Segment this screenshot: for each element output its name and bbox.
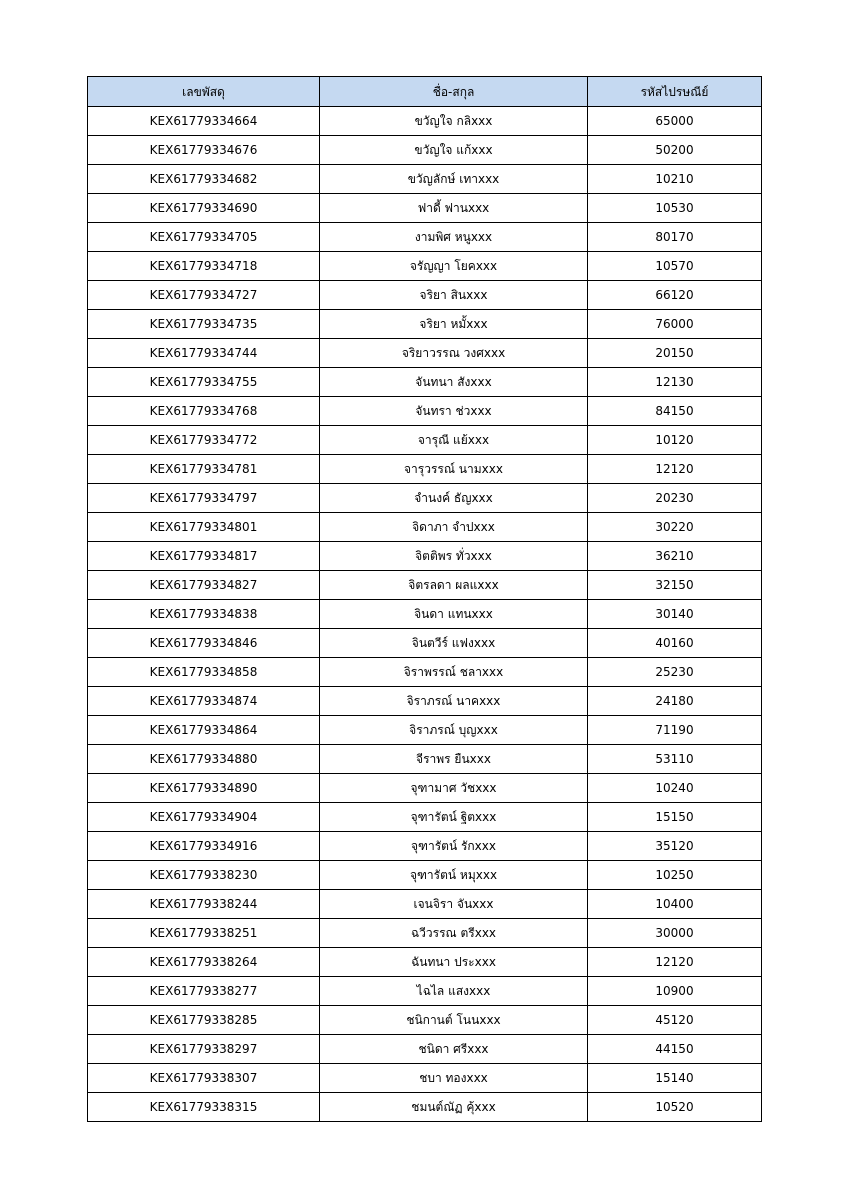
- postal-code-cell: 45120: [588, 1006, 762, 1035]
- postal-code-cell: 24180: [588, 687, 762, 716]
- tracking-number-cell: KEX61779334781: [88, 455, 320, 484]
- tracking-number-cell: KEX61779338244: [88, 890, 320, 919]
- postal-code-cell: 10570: [588, 252, 762, 281]
- full-name-cell: ฉวีวรรณ ตรีxxx: [320, 919, 588, 948]
- full-name-cell: ชบา ทองxxx: [320, 1064, 588, 1093]
- tracking-number-cell: KEX61779334682: [88, 165, 320, 194]
- table-row: [88, 1064, 762, 1093]
- full-name-cell: ขวัญใจ กลิxxx: [320, 107, 588, 136]
- full-name-cell: งามพิศ หนูxxx: [320, 223, 588, 252]
- postal-code-cell: 20150: [588, 339, 762, 368]
- table-row: [88, 571, 762, 600]
- tracking-number-cell: KEX61779334735: [88, 310, 320, 339]
- postal-code-cell: 30140: [588, 600, 762, 629]
- tracking-number-cell: KEX61779334904: [88, 803, 320, 832]
- full-name-cell: ไฉไล แสงxxx: [320, 977, 588, 1006]
- table-row: [88, 1006, 762, 1035]
- postal-code-cell: 12120: [588, 455, 762, 484]
- full-name-cell: ฉันทนา ประxxx: [320, 948, 588, 977]
- tracking-number-cell: KEX61779334817: [88, 542, 320, 571]
- table-row: [88, 194, 762, 223]
- tracking-number-cell: KEX61779338315: [88, 1093, 320, 1122]
- tracking-number-cell: KEX61779338285: [88, 1006, 320, 1035]
- full-name-cell: ชนิดา ศรีxxx: [320, 1035, 588, 1064]
- full-name-cell: จริยา สินxxx: [320, 281, 588, 310]
- postal-code-cell: 36210: [588, 542, 762, 571]
- table-row: [88, 368, 762, 397]
- full-name-cell: จารุณี แย้xxx: [320, 426, 588, 455]
- full-name-cell: จินตวีร์ แฟงxxx: [320, 629, 588, 658]
- tracking-number-cell: KEX61779334690: [88, 194, 320, 223]
- full-name-cell: จิดาภา จำปxxx: [320, 513, 588, 542]
- postal-code-cell: 15150: [588, 803, 762, 832]
- tracking-number-cell: KEX61779334838: [88, 600, 320, 629]
- full-name-cell: เจนจิรา จันxxx: [320, 890, 588, 919]
- header-postal-code: รหัสไปรษณีย์: [588, 77, 762, 107]
- postal-code-cell: 53110: [588, 745, 762, 774]
- postal-code-cell: 32150: [588, 571, 762, 600]
- tracking-number-cell: KEX61779334755: [88, 368, 320, 397]
- postal-code-cell: 10240: [588, 774, 762, 803]
- full-name-cell: จีราพร ยืนxxx: [320, 745, 588, 774]
- postal-code-cell: 30220: [588, 513, 762, 542]
- header-tracking-number: เลขพัสดุ: [88, 77, 320, 107]
- tracking-number-cell: KEX61779334858: [88, 658, 320, 687]
- table-row: [88, 890, 762, 919]
- table-row: [88, 339, 762, 368]
- full-name-cell: ขวัญใจ แก้xxx: [320, 136, 588, 165]
- full-name-cell: จินดา แทนxxx: [320, 600, 588, 629]
- postal-code-cell: 40160: [588, 629, 762, 658]
- header-full-name: ชื่อ-สกุล: [320, 77, 588, 107]
- table-row: [88, 310, 762, 339]
- table-row: [88, 455, 762, 484]
- table-row: [88, 948, 762, 977]
- postal-code-cell: 65000: [588, 107, 762, 136]
- tracking-number-cell: KEX61779334880: [88, 745, 320, 774]
- table-header-row: [88, 77, 762, 107]
- full-name-cell: จันทนา สังxxx: [320, 368, 588, 397]
- table-row: [88, 107, 762, 136]
- full-name-cell: จริยา หมั้xxx: [320, 310, 588, 339]
- postal-code-cell: 12120: [588, 948, 762, 977]
- table-row: [88, 136, 762, 165]
- full-name-cell: จริยาวรรณ วงศxxx: [320, 339, 588, 368]
- tracking-number-cell: KEX61779334864: [88, 716, 320, 745]
- tracking-number-cell: KEX61779334874: [88, 687, 320, 716]
- table-row: [88, 658, 762, 687]
- postal-code-cell: 20230: [588, 484, 762, 513]
- postal-code-cell: 35120: [588, 832, 762, 861]
- table-body: [88, 107, 762, 1122]
- postal-code-cell: 80170: [588, 223, 762, 252]
- tracking-number-cell: KEX61779334827: [88, 571, 320, 600]
- table-row: [88, 861, 762, 890]
- tracking-number-cell: KEX61779338307: [88, 1064, 320, 1093]
- table-row: [88, 252, 762, 281]
- postal-code-cell: 10210: [588, 165, 762, 194]
- postal-code-cell: 10400: [588, 890, 762, 919]
- full-name-cell: ฟาดี้ ฟานxxx: [320, 194, 588, 223]
- full-name-cell: จิราพรรณ์ ชลาxxx: [320, 658, 588, 687]
- postal-code-cell: 66120: [588, 281, 762, 310]
- table-row: [88, 513, 762, 542]
- tracking-number-cell: KEX61779334801: [88, 513, 320, 542]
- full-name-cell: ชมนต์ณัฏ คุ้xxx: [320, 1093, 588, 1122]
- tracking-number-cell: KEX61779334772: [88, 426, 320, 455]
- full-name-cell: จิตติพร ทั่วxxx: [320, 542, 588, 571]
- full-name-cell: จิตรลดา ผลแxxx: [320, 571, 588, 600]
- full-name-cell: ขวัญลักษ์ เทาxxx: [320, 165, 588, 194]
- table-row: [88, 919, 762, 948]
- parcel-list-document: [87, 76, 761, 1122]
- full-name-cell: จารุวรรณ์ นามxxx: [320, 455, 588, 484]
- table-row: [88, 426, 762, 455]
- postal-code-cell: 10520: [588, 1093, 762, 1122]
- table-row: [88, 832, 762, 861]
- table-row: [88, 542, 762, 571]
- full-name-cell: จำนงค์ ธัญxxx: [320, 484, 588, 513]
- full-name-cell: ชนิกานต์ โนนxxx: [320, 1006, 588, 1035]
- table-row: [88, 1035, 762, 1064]
- table-row: [88, 600, 762, 629]
- tracking-number-cell: KEX61779334718: [88, 252, 320, 281]
- tracking-number-cell: KEX61779334705: [88, 223, 320, 252]
- table-row: [88, 745, 762, 774]
- table-row: [88, 484, 762, 513]
- full-name-cell: จิราภรณ์ บุญxxx: [320, 716, 588, 745]
- postal-code-cell: 25230: [588, 658, 762, 687]
- tracking-number-cell: KEX61779338297: [88, 1035, 320, 1064]
- postal-code-cell: 71190: [588, 716, 762, 745]
- full-name-cell: จุฑามาศ วัชxxx: [320, 774, 588, 803]
- postal-code-cell: 10900: [588, 977, 762, 1006]
- tracking-number-cell: KEX61779334768: [88, 397, 320, 426]
- tracking-number-cell: KEX61779338251: [88, 919, 320, 948]
- postal-code-cell: 10250: [588, 861, 762, 890]
- full-name-cell: จันทรา ช่วxxx: [320, 397, 588, 426]
- postal-code-cell: 15140: [588, 1064, 762, 1093]
- postal-code-cell: 76000: [588, 310, 762, 339]
- tracking-number-cell: KEX61779334727: [88, 281, 320, 310]
- tracking-number-cell: KEX61779334916: [88, 832, 320, 861]
- table-row: [88, 1093, 762, 1122]
- table-row: [88, 977, 762, 1006]
- tracking-number-cell: KEX61779338230: [88, 861, 320, 890]
- table-row: [88, 716, 762, 745]
- full-name-cell: จุฑารัตน์ ฐิตxxx: [320, 803, 588, 832]
- parcel-table: [87, 76, 762, 1122]
- table-row: [88, 687, 762, 716]
- tracking-number-cell: KEX61779338264: [88, 948, 320, 977]
- full-name-cell: จุฑารัตน์ รักxxx: [320, 832, 588, 861]
- tracking-number-cell: KEX61779334890: [88, 774, 320, 803]
- postal-code-cell: 10120: [588, 426, 762, 455]
- tracking-number-cell: KEX61779334744: [88, 339, 320, 368]
- postal-code-cell: 44150: [588, 1035, 762, 1064]
- postal-code-cell: 50200: [588, 136, 762, 165]
- tracking-number-cell: KEX61779334797: [88, 484, 320, 513]
- tracking-number-cell: KEX61779338277: [88, 977, 320, 1006]
- postal-code-cell: 30000: [588, 919, 762, 948]
- tracking-number-cell: KEX61779334664: [88, 107, 320, 136]
- postal-code-cell: 84150: [588, 397, 762, 426]
- tracking-number-cell: KEX61779334676: [88, 136, 320, 165]
- full-name-cell: จุฑารัตน์ หมุxxx: [320, 861, 588, 890]
- table-row: [88, 223, 762, 252]
- table-row: [88, 774, 762, 803]
- full-name-cell: จรัญญา โยคxxx: [320, 252, 588, 281]
- postal-code-cell: 12130: [588, 368, 762, 397]
- table-row: [88, 165, 762, 194]
- table-row: [88, 397, 762, 426]
- table-row: [88, 803, 762, 832]
- table-row: [88, 281, 762, 310]
- postal-code-cell: 10530: [588, 194, 762, 223]
- tracking-number-cell: KEX61779334846: [88, 629, 320, 658]
- full-name-cell: จิราภรณ์ นาคxxx: [320, 687, 588, 716]
- table-row: [88, 629, 762, 658]
